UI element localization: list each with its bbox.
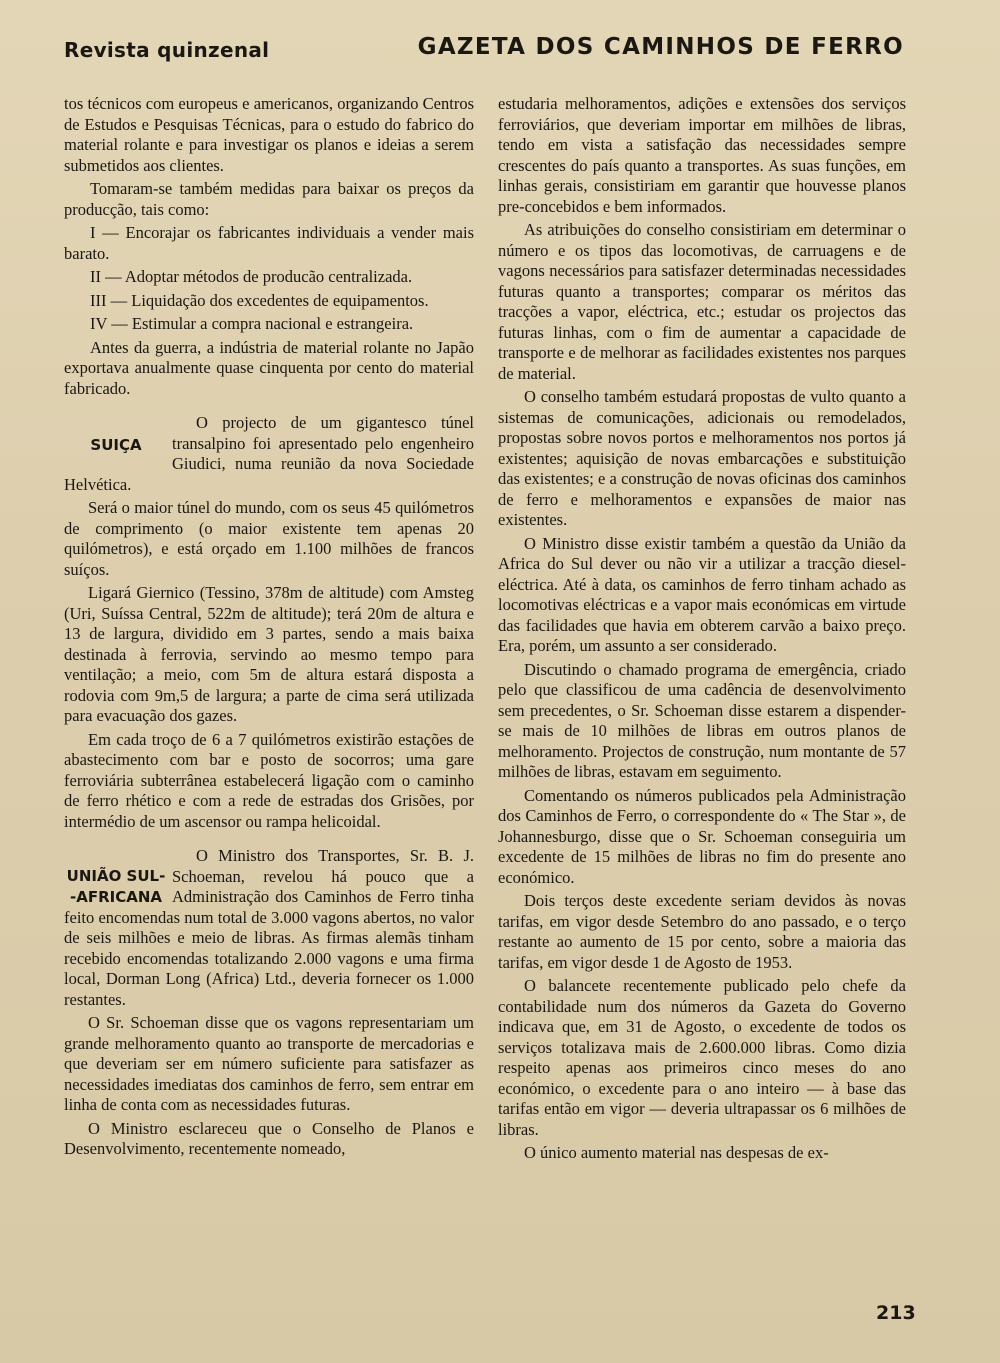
list-item: II — Adoptar métodos de producão centralizada.: [90, 267, 413, 286]
list-item: I — Encorajar os fabricantes individuais a vender mais barato.: [64, 223, 474, 263]
paragraph: O projecto de um gigantesco túnel transalpino foi apresentado pelo engenheiro Giudici, numa reunião da nova Sociedade Helvética.: [64, 413, 474, 494]
paragraph: Será o maior túnel do mundo, com os seus 45 quilómetros de comprimento (o maior existente tem apenas 20 quilómetros), e está orçado em 1.100 milhões de francos suíços.: [64, 498, 474, 579]
section-heading-line: -AFRICANA: [70, 887, 162, 906]
paragraph: O único aumento material nas despesas de ex-: [524, 1143, 829, 1162]
paragraph: tos técnicos com europeus e americanos, organizando Centros de Estudos e Pesquisas Técnicas, para o estudo do fabrico do material rolante e para investigar os planos e ideias a serem submetidos aos clientes.: [64, 94, 474, 175]
page-header: [64, 28, 904, 68]
page-number: 213: [876, 1302, 916, 1324]
section-suica: [64, 413, 474, 832]
section-heading-uniao: [64, 866, 168, 907]
paragraph: Antes da guerra, a indústria de material rolante no Japão exportava anualmente quase cinquenta por cento do material fabricado.: [64, 337, 474, 398]
paragraph: estudaria melhoramentos, adições e extensões dos serviços ferroviários, que deveriam importar em milhões de libras, tendo em vista a satisfação das necessidades sempre crescentes do país quanto a transportes. As suas funções, em linhas gerais, consistiriam em garantir que houvesse planos pre-concebidos e bem informados.: [498, 94, 906, 216]
list-item: III — Liquidação dos excedentes de equipamentos.: [90, 290, 429, 310]
paragraph: Em cada troço de 6 a 7 quilómetros existirão estações de abastecimento com bar e posto de socorros; uma gare ferroviária subterrânea estabelecerá ligação com o caminho de ferro rhético e com a rede de estradas dos Grisões, por intermédio de um ascensor ou rampa helicoidal.: [64, 729, 474, 831]
section-heading-text: SUIÇA: [90, 436, 142, 454]
paragraph: Discutindo o chamado programa de emergência, criado pelo que classificou de uma cadência de desenvolvimento sem precedentes, o Sr. Schoeman disse estarem a dispender-se mais de 10 milhões de libras em outros planos de melhoramento. Projectos de construção, num montante de 57 milhões de libras, estavam em seguimento.: [498, 659, 906, 781]
header-periodicity: Revista quinzenal: [64, 38, 270, 62]
section-heading-suica: [64, 435, 168, 456]
paragraph: O Ministro disse existir também a questão da União da Africa do Sul dever ou não vir a utilizar a tracção diesel-eléctrica. Até à data, os caminhos de ferro tinham achado as locomotivas eléctricas e a vapor mais económicas em virtude das facilidades que havia em obterem carvão a baixo preço. Era, porém, um assunto a ser considerado.: [498, 533, 906, 655]
paragraph: O Sr. Schoeman disse que os vagons representariam um grande melhoramento quanto ao transporte de mercadorias e que deveriam ser em número suficiente para satisfazer as necessidades imediatas dos caminhos de ferro, sem entrar em linha de conta com as necessidades futuras.: [64, 1013, 474, 1114]
section-uniao-sul-africana: [64, 846, 474, 1160]
paragraph: O Ministro dos Transportes, Sr. B. J. Schoeman, revelou há pouco que a Administração dos Caminhos de Ferro tinha feito encomendas num total de 3.000 vagons abertos, no valor de seis milhões e meio de libras. As firmas alemãs tinham recebido encomendas totalizando 2.000 vagons e uma firma local, Dorman Long (Africa) Ltd., deveria fornecer os 1.000 restantes.: [64, 846, 474, 1009]
right-column: [498, 94, 906, 1274]
paragraph: O Ministro esclareceu que o Conselho de Planos e Desenvolvimento, recentemente nomeado,: [64, 1118, 474, 1158]
paragraph: Comentando os números publicados pela Administração dos Caminhos de Ferro, o correspondente do « The Star », de Johannesburgo, disse que o Sr. Schoeman conseguiria um excedente de 15 milhões de libras no fim do presente ano económico.: [498, 785, 906, 887]
paragraph: As atribuições do conselho consistiriam em determinar o número e os tipos das locomotivas, de carruagens e de vagons necessários para satisfazer determinadas necessidades futuras quanto a transportes; comparar os méritos das tracções a vapor, eléctrica, etc.; estudar os projectos das futuras linhas, com o fim de aumentar a capacidade de transporte e de melhorar as facilidades existentes nos parques de material.: [498, 220, 906, 383]
header-journal-title: GAZETA DOS CAMINHOS DE FERRO: [417, 34, 904, 60]
list-item: IV — Estimular a compra nacional e estrangeira.: [90, 314, 414, 333]
paragraph: Ligará Giernico (Tessino, 378m de altitude) com Amsteg (Uri, Suíssa Central, 522m de altitude); terá 20m de altura e 13 de largura, dividido em 3 partes, sendo a mais baixa destinada à ferrovia, servindo ao mesmo tempo para ventilação; a meio, com 5m de altura estará disposta a rodovia com 9m,5 de largura; a parte de cima será utilizada para evacuação dos gazes.: [64, 583, 474, 725]
paragraph: Tomaram-se também medidas para baixar os preços da producção, tais como:: [64, 179, 474, 219]
section-heading-line: UNIÃO SUL-: [66, 867, 166, 885]
paragraph: O balancete recentemente publicado pelo chefe da contabilidade num dos números da Gazeta do Governo indicava que, em 31 de Agosto, o excedente de todos os serviços totalizava mais de 2.600.000 libras. Como dizia respeito apenas aos primeiros cinco meses do ano económico, o excedente para o ano inteiro — à base das tarifas então em vigor — deveria ultrapassar os 6 milhões de libras.: [498, 976, 906, 1139]
paragraph: Dois terços deste excedente seriam devidos às novas tarifas, em vigor desde Setembro do ano passado, e o terço restante ao aumento de 15 por cento, sobre a maioria das tarifas, em vigor desde 1 de Agosto de 1953.: [498, 891, 906, 972]
left-column: [64, 94, 474, 1274]
paragraph: O conselho também estudará propostas de vulto quanto a sistemas de comunicações, adicionais ou remodelados, propostas sobre novos portos e melhoramentos nos portos já existentes; aquisição de novas embarcações e substituição das existentes; e a construção de novas oficinas dos caminhos de ferro e melhoramentos e expansões de maior nas existentes.: [498, 387, 906, 529]
